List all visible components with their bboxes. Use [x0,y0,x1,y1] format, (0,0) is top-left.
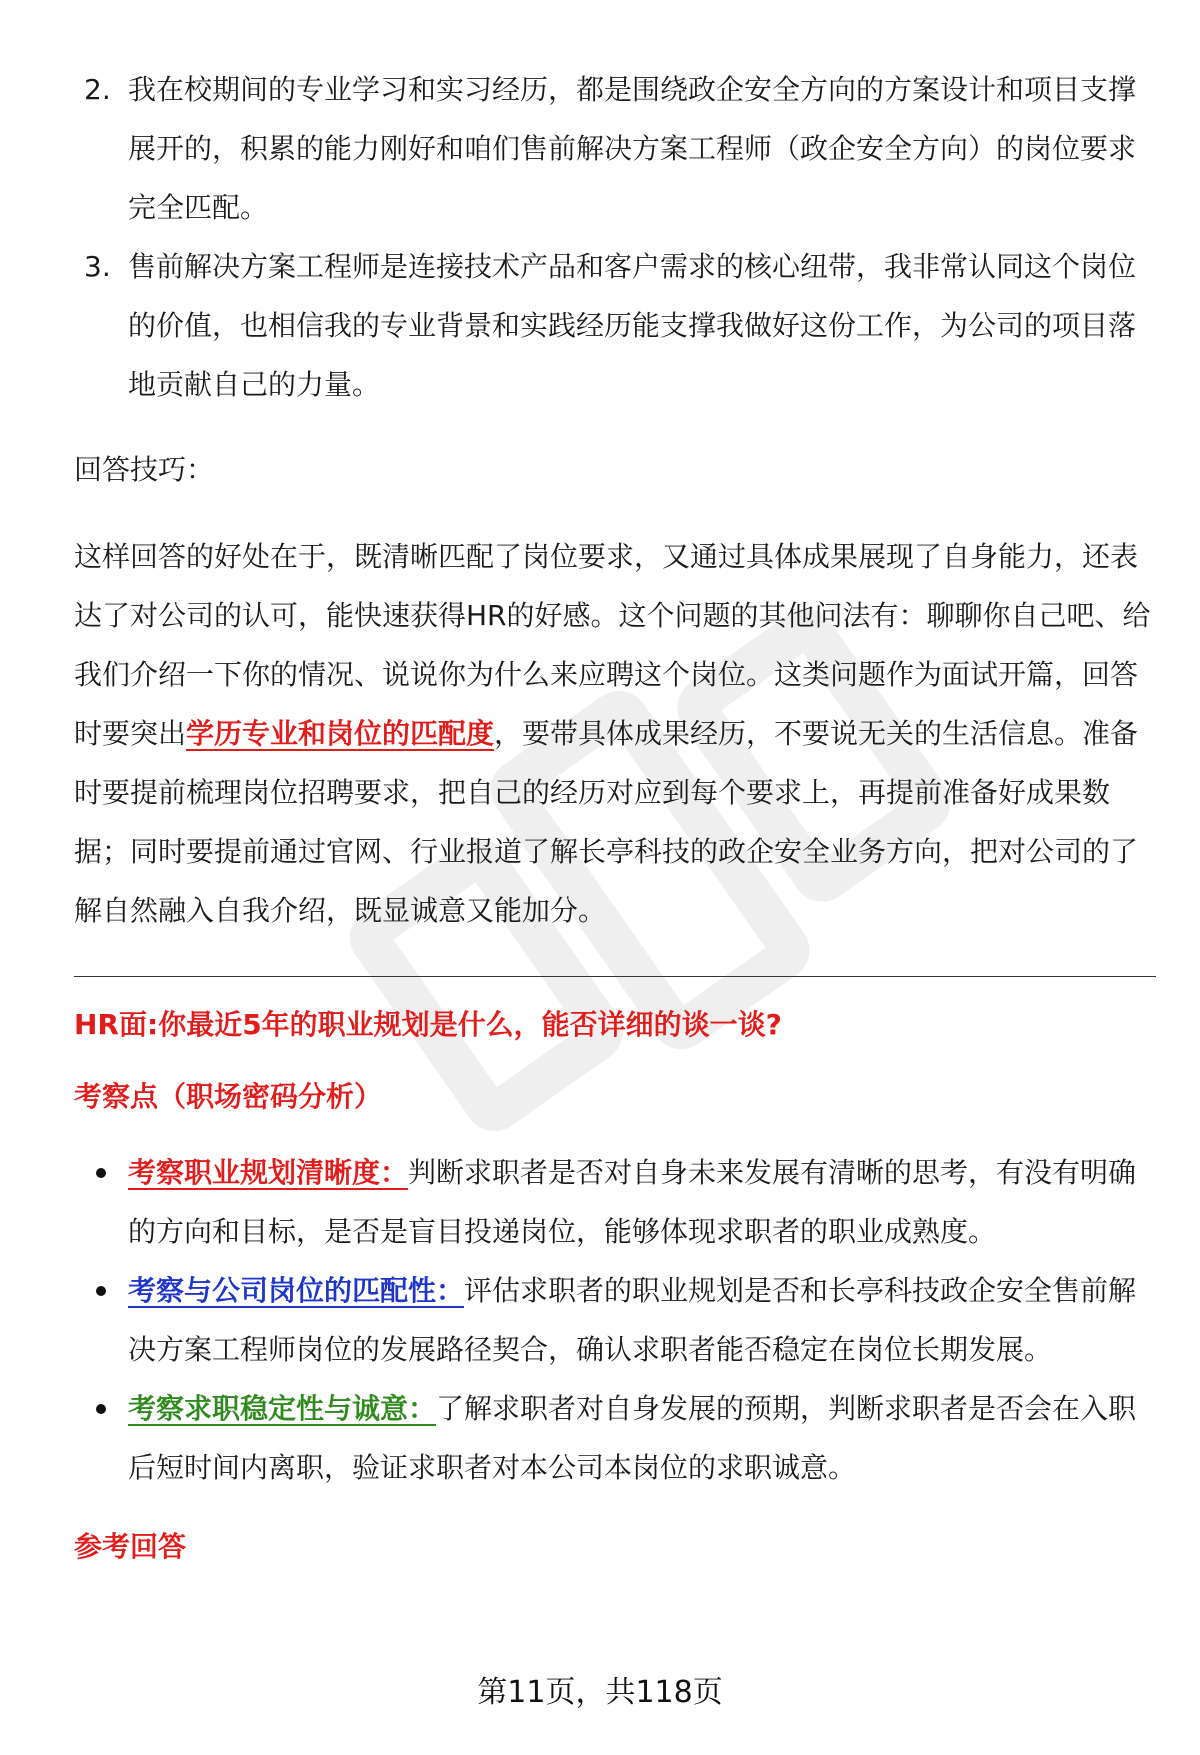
page-number: 第11页，共118页 [477,1675,723,1710]
tips-highlight: 学历专业和岗位的匹配度 [186,717,495,750]
assessment-text: 判断求职者是否对自身未来发展有清晰的思考，有没有明确的方向和目标，是否是盲目投递岗位，能够体现求职者的职业成熟度。 [128,1156,1137,1248]
list-item-text: 售前解决方案工程师是连接技术产品和客户需求的核心纽带，我非常认同这个岗位的价值，也相信我的专业背景和实践经历能支撑我做好这份工作，为公司的项目落地贡献自己的力量。 [128,250,1137,401]
assessment-keyword: 考察与公司岗位的匹配性： [128,1274,465,1307]
question-heading: HR面:你最近5年的职业规划是什么，能否详细的谈一谈? [74,1008,782,1041]
assessment-text: 评估求职者的职业规划是否和长亭科技政企安全售前解决方案工程师岗位的发展路径契合，确认求职者能否稳定在岗位长期发展。 [128,1274,1137,1366]
tips-label: 回答技巧： [74,453,215,486]
bullet-icon [96,1404,106,1414]
list-item [74,60,1154,237]
list-item [74,237,1154,414]
tips-paragraph [74,527,1154,940]
list-number: 3. [84,250,111,283]
tips-text-part1: 这样回答的好处在于，既清晰匹配了岗位要求，又通过具体成果展现了自身能力，还表达了对公司的认可，能快速获得HR的好感。这个问题的其他问法有：聊聊你自己吧、给我们介绍一下你的情况、说说你为什么来应聘这个岗位。这类问题作为面试开篇，回答时要突出 [74,540,1151,750]
assessment-list [74,1143,1154,1497]
bullet-icon [96,1286,106,1296]
section-divider [74,976,1156,977]
assessment-heading: 考察点（职场密码分析） [74,1080,383,1113]
list-item-text: 我在校期间的专业学习和实习经历，都是围绕政企安全方向的方案设计和项目支撑展开的，积累的能力刚好和咱们售前解决方案工程师（政企安全方向）的岗位要求完全匹配。 [128,73,1137,224]
assessment-item [74,1143,1154,1261]
page-content [74,60,1154,1567]
list-number: 2. [84,73,111,106]
bullet-icon [96,1168,106,1178]
assessment-keyword: 考察职业规划清晰度： [128,1156,409,1189]
numbered-list [74,60,1154,414]
tips-text-part2: ，要带具体成果经历，不要说无关的生活信息。准备时要提前梳理岗位招聘要求，把自己的经历对应到每个要求上，再提前准备好成果数据；同时要提前通过官网、行业报道了解长亭科技的政企安全业务方向，把对公司的了解自然融入自我介绍，既显诚意又能加分。 [74,717,1139,927]
assessment-text: 了解求职者对自身发展的预期，判断求职者是否会在入职后短时间内离职，验证求职者对本公司本岗位的求职诚意。 [128,1392,1137,1484]
assessment-item [74,1261,1154,1379]
assessment-keyword: 考察求职稳定性与诚意： [128,1392,437,1425]
reference-answer-heading: 参考回答 [74,1530,187,1563]
assessment-item [74,1379,1154,1497]
